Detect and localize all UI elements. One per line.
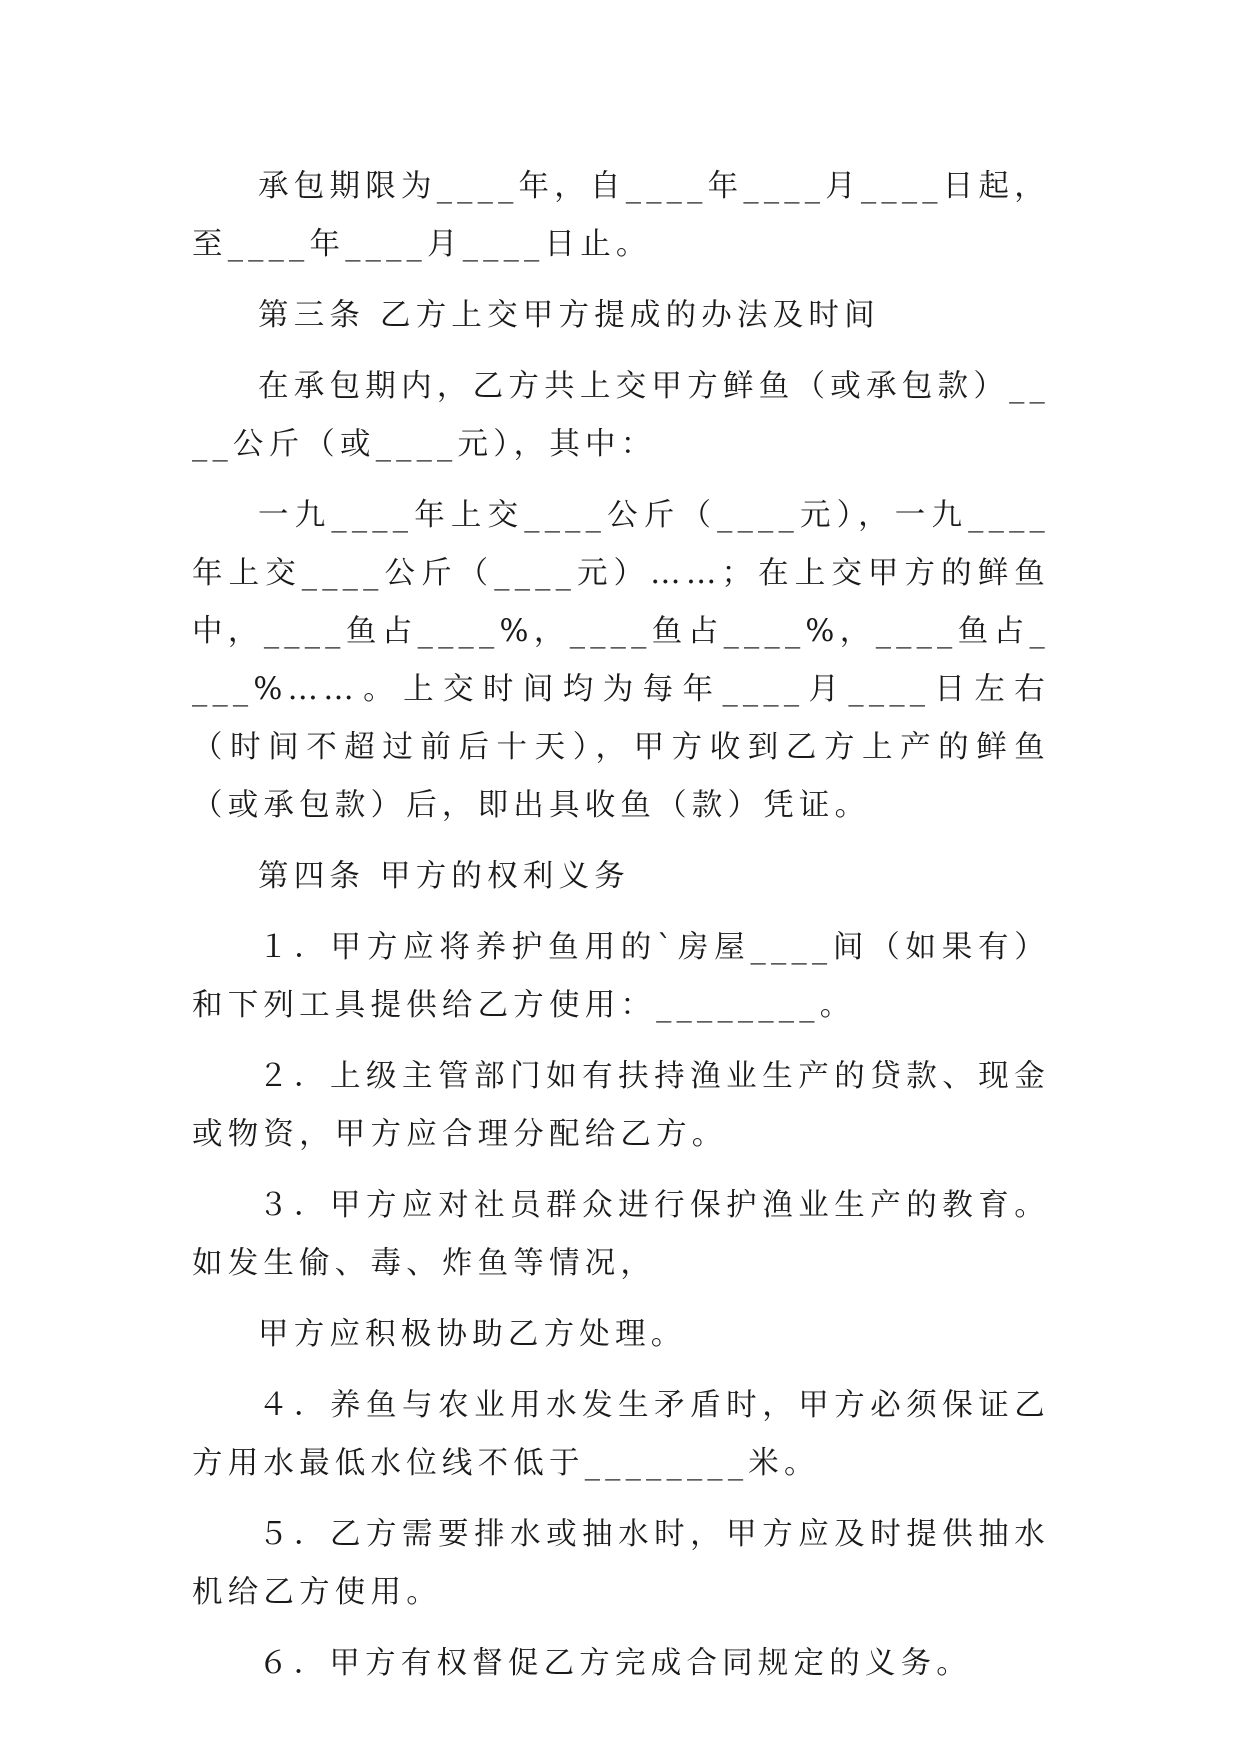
paragraph-article-4-item-3-continued: 甲方应积极协助乙方处理。 <box>258 1317 687 1352</box>
paragraph-article-4-item-6: ６．甲方有权督促乙方完成合同规定的义务。 <box>258 1646 972 1681</box>
article-4-heading: 第四条 甲方的权利义务 <box>258 859 630 894</box>
document-body <box>192 158 1050 1706</box>
paragraph-article-4-item-2: ２．上级主管部门如有扶持渔业生产的贷款、现金或物资，甲方应合理分配给乙方。 <box>192 1059 1050 1152</box>
paragraph-article-3-detail: 一九____年上交____公斤（____元），一九____年上交____公斤（____元）……；在上交甲方的鲜鱼中，____鱼占____%，____鱼占____%，____鱼占____%……。上交时间均为每年____月____日左右（时间不超过前后十天），甲方收到乙方上产的鲜鱼（或承包款）后，即出具收鱼（款）凭证。 <box>192 498 1050 823</box>
article-3-heading: 第三条 乙方上交甲方提成的办法及时间 <box>258 298 880 333</box>
paragraph-article-3-total: 在承包期内，乙方共上交甲方鲜鱼（或承包款）____公斤（或____元），其中： <box>192 369 1050 462</box>
paragraph-article-4-item-5: ５．乙方需要排水或抽水时，甲方应及时提供抽水机给乙方使用。 <box>192 1517 1050 1610</box>
paragraph-term-period: 承包期限为____年，自____年____月____日起，至____年____月____日止。 <box>192 169 1050 262</box>
paragraph-article-4-item-1: １．甲方应将养护鱼用的`房屋____间（如果有）和下列工具提供给乙方使用：________。 <box>192 930 1050 1023</box>
paragraph-article-4-item-3: ３．甲方应对社员群众进行保护渔业生产的教育。如发生偷、毒、炸鱼等情况， <box>192 1188 1050 1281</box>
paragraph-article-4-item-4: ４．养鱼与农业用水发生矛盾时，甲方必须保证乙方用水最低水位线不低于________米。 <box>192 1388 1050 1481</box>
